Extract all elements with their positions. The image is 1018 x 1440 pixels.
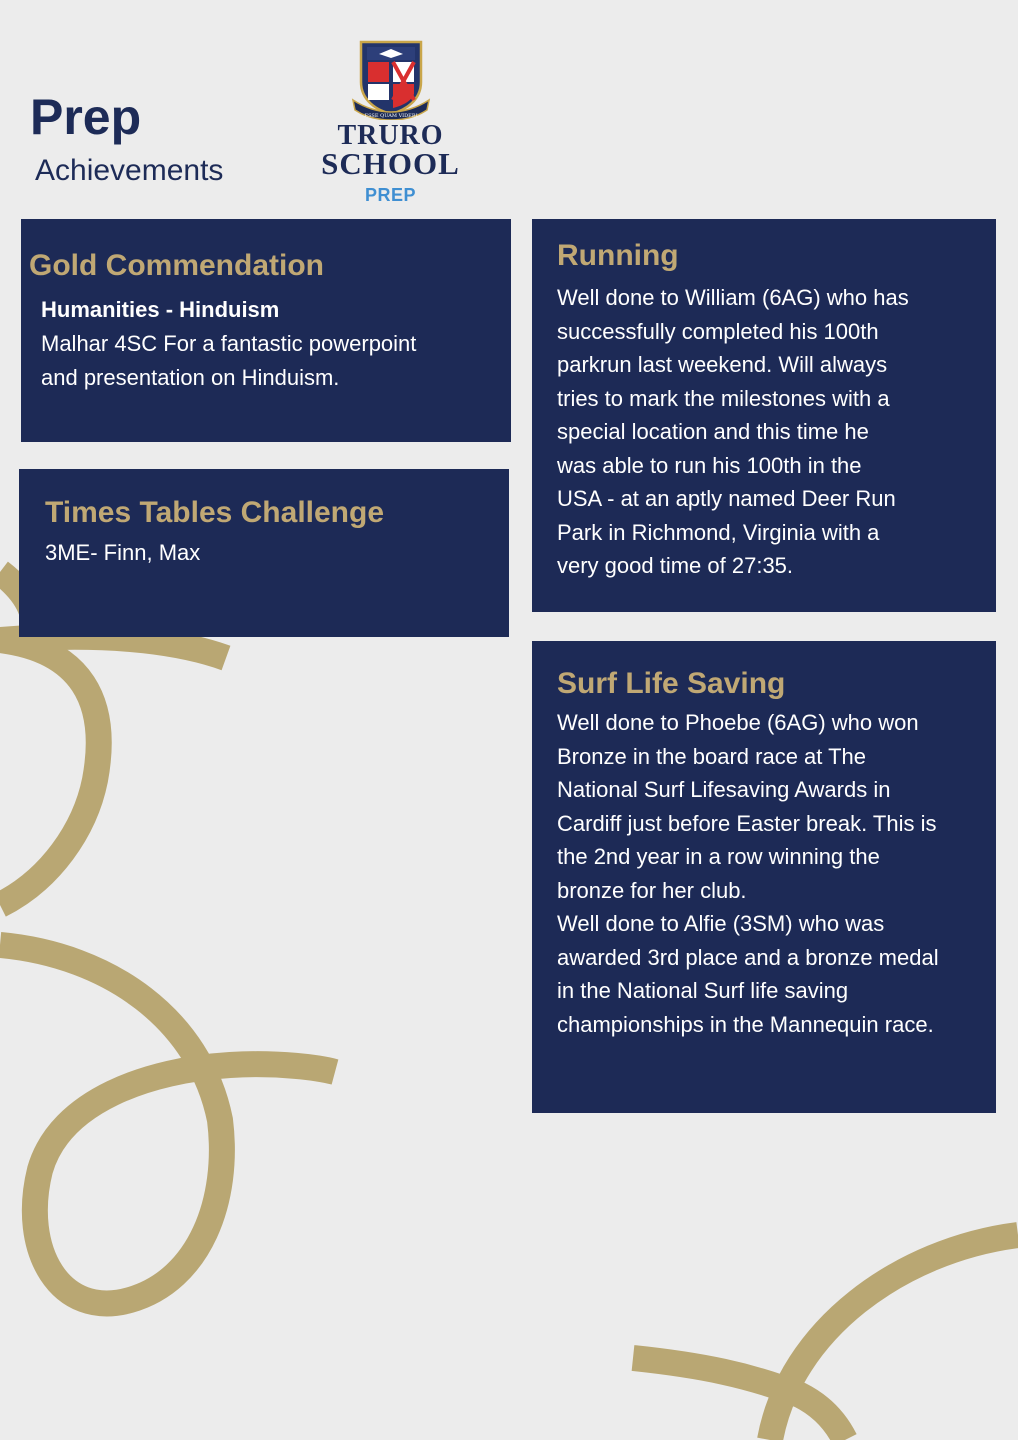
surf-line: championships in the Mannequin race. — [557, 1011, 934, 1037]
surf-line: in the National Surf life saving — [557, 978, 849, 1003]
surf-life-saving-heading: Surf Life Saving — [557, 667, 786, 700]
running-line: parkrun last weekend. Will always — [557, 352, 888, 377]
running-line: Park in Richmond, Virginia with a — [557, 519, 880, 545]
running-text — [557, 281, 987, 583]
surf-line: Well done to Phoebe (6AG) who won — [557, 710, 919, 735]
page-title: Prep — [30, 89, 142, 145]
gold-commendation-line: and presentation on Hinduism. — [41, 364, 340, 390]
surf-line: Bronze in the board race at The — [557, 743, 867, 769]
times-tables-card — [19, 469, 509, 637]
gold-commendation-heading: Gold Commendation — [29, 249, 324, 282]
times-tables-text: 3ME- Finn, Max — [45, 540, 201, 565]
page-subtitle: Achievements — [35, 154, 224, 187]
running-line: tries to mark the milestones with a — [557, 385, 890, 411]
ribbon-bottom-right — [633, 1235, 1018, 1440]
running-heading: Running — [557, 239, 679, 272]
surf-life-saving-card — [532, 641, 996, 1113]
running-line: Well done to William (6AG) who has — [557, 285, 909, 310]
gold-commendation-subheading: Humanities - Hinduism — [41, 297, 280, 322]
school-crest-icon — [351, 38, 431, 120]
logo-line-prep: PREP — [364, 185, 417, 205]
running-line: was able to run his 100th in the — [557, 452, 862, 478]
running-card — [532, 219, 996, 612]
ribbon-lower-left — [0, 945, 335, 1303]
logo-line-school: SCHOOL — [321, 146, 460, 181]
running-line: special location and this time he — [557, 419, 869, 444]
surf-line: Well done to Alfie (3SM) who was — [557, 911, 885, 936]
gold-commendation-card — [21, 219, 511, 442]
running-line: USA - at an aptly named Deer Run — [557, 486, 896, 511]
gold-commendation-text — [41, 327, 416, 394]
logo-line-truro: TRURO — [337, 120, 444, 151]
crest-motto: ESSE QUAM VIDERI — [364, 113, 418, 119]
running-line: successfully completed his 100th — [557, 318, 879, 344]
school-logo — [318, 38, 463, 208]
running-line: very good time of 27:35. — [557, 553, 794, 578]
surf-line: awarded 3rd place and a bronze medal — [557, 944, 939, 970]
surf-life-saving-text — [557, 706, 989, 1041]
surf-line: Cardiff just before Easter break. This is — [557, 810, 937, 836]
surf-line: National Surf Lifesaving Awards in — [557, 777, 891, 802]
times-tables-heading: Times Tables Challenge — [45, 496, 385, 529]
surf-line: bronze for her club. — [557, 877, 747, 903]
surf-line: the 2nd year in a row winning the — [557, 844, 880, 869]
gold-commendation-line: Malhar 4SC For a fantastic powerpoint — [41, 331, 417, 356]
